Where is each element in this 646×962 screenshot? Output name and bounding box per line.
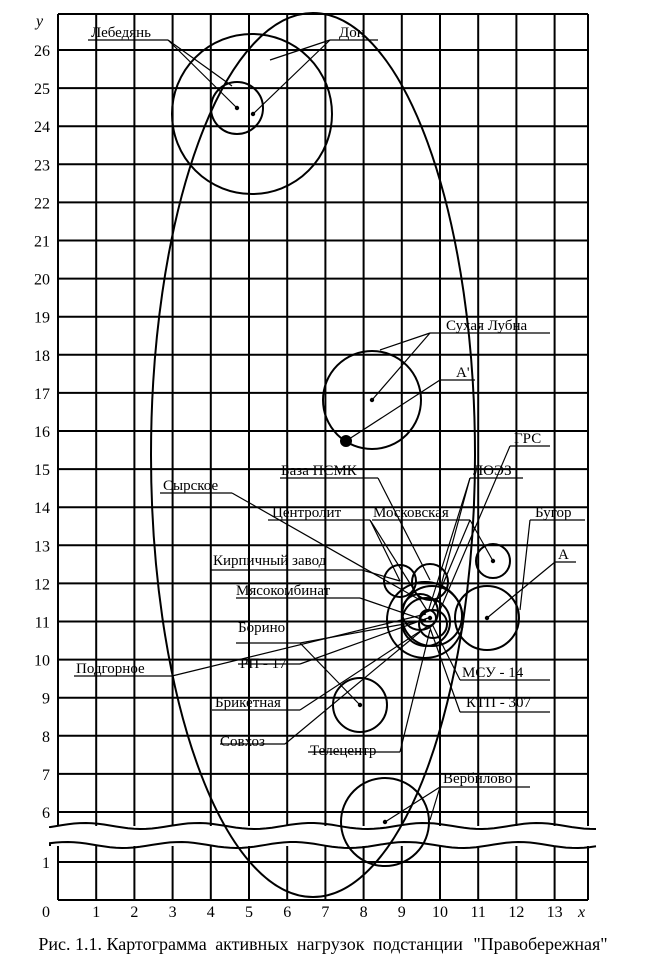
- label-baza-psmk: База ПСМК: [281, 463, 357, 479]
- leader-line: [385, 787, 440, 822]
- leader-line: [470, 520, 493, 561]
- y-tick-label: 6: [42, 805, 50, 822]
- leader-line: [370, 520, 428, 612]
- label-borino: Борино: [238, 620, 286, 636]
- circle-center-dot: [428, 616, 432, 620]
- leader-line: [520, 520, 530, 610]
- label-sukhaya-lubna: Сухая Лубна: [446, 318, 528, 334]
- label-looz: ЛОЭЗ: [473, 463, 512, 479]
- y-tick-label: 8: [42, 728, 50, 746]
- x-tick-label: 13: [546, 904, 563, 921]
- label-grs: ГРС: [514, 431, 542, 447]
- label-kirpichny: Кирпичный завод: [213, 553, 327, 569]
- y-tick-label: 25: [34, 81, 50, 99]
- y-axis-label: y: [36, 13, 44, 30]
- label-ktp307: КТП - 307: [466, 695, 531, 711]
- x-axis-label: x: [578, 904, 586, 921]
- label-a: А: [558, 547, 569, 563]
- label-a-prime: А': [456, 365, 470, 381]
- caption-prefix: Рис. 1.1.: [38, 934, 103, 954]
- leader-line: [253, 40, 330, 114]
- label-bugor: Бугор: [535, 505, 572, 521]
- label-sovkhoz: Совхоз: [220, 734, 265, 750]
- y-tick-label: 16: [34, 424, 50, 441]
- caption-word: подстанции: [372, 934, 463, 954]
- x-tick-label: 12: [508, 904, 525, 921]
- y-tick-label: 10: [34, 652, 50, 670]
- label-rp17: РП - 17: [240, 656, 287, 672]
- x-tick-label: 6: [283, 904, 292, 921]
- y-tick-label: 7: [42, 766, 50, 784]
- x-tick-label: 2: [130, 904, 139, 921]
- x-tick-label: 7: [321, 904, 330, 921]
- leader-line: [400, 630, 430, 752]
- leader-line: [362, 570, 400, 581]
- y-tick-label: 14: [34, 500, 50, 518]
- label-msu14: МСУ - 14: [462, 665, 524, 681]
- label-briketnaya: Брикетная: [215, 695, 281, 711]
- y-tick-label: 12: [34, 576, 50, 594]
- x-tick-label: 10: [432, 904, 448, 921]
- caption-word: Картограмма: [106, 934, 207, 954]
- leader-line: [487, 562, 555, 618]
- y-tick-label: 19: [34, 309, 50, 327]
- caption-word: нагрузок: [296, 934, 365, 954]
- label-centrolit: Центролит: [272, 505, 342, 521]
- label-lebedyan: Лебедянь: [91, 25, 152, 41]
- y-tick-label: 18: [34, 347, 50, 365]
- y-tick-label: 15: [34, 462, 50, 480]
- y-tick-label: 20: [34, 271, 50, 289]
- x-tick-label: 11: [470, 904, 486, 921]
- label-don: Дон: [339, 25, 365, 41]
- x-tick-label: 1: [92, 904, 101, 921]
- figure-caption: [0, 934, 646, 955]
- y-tick-label: 1: [42, 855, 50, 872]
- caption-title: "Правобережная": [473, 934, 608, 954]
- x-tick-label: 5: [245, 904, 253, 921]
- leader-line: [370, 520, 400, 581]
- y-tick-label: 9: [42, 690, 50, 708]
- coordinate-grid: [58, 14, 588, 900]
- y-tick-label: 26: [34, 43, 50, 60]
- leader-line: [436, 478, 470, 604]
- label-myasokombinat: Мясокомбинат: [236, 583, 331, 599]
- y-tick-label: 21: [34, 233, 50, 251]
- label-syrskoe: Сырское: [163, 478, 219, 494]
- label-podgornoe: Подгорное: [76, 661, 145, 677]
- x-tick-label: 8: [359, 904, 368, 921]
- load-center-ellipse: [151, 13, 475, 897]
- x-tick-label: 4: [206, 904, 215, 921]
- load-center-ellipse-outline: [151, 13, 475, 897]
- y-tick-label: 23: [34, 157, 50, 175]
- label-moskovskaya: Московская: [373, 505, 449, 521]
- label-verbilovo: Вербилово: [443, 771, 513, 787]
- x-tick-label: 9: [397, 904, 406, 921]
- label-telecentr: Телецентр: [310, 743, 377, 759]
- origin-label: 0: [42, 904, 50, 921]
- y-tick-label: 22: [34, 195, 50, 213]
- y-tick-label: 24: [34, 119, 50, 137]
- axis-break: [50, 823, 596, 848]
- y-tick-label: 13: [34, 538, 50, 556]
- leader-line: [300, 643, 360, 705]
- leader-line: [168, 40, 232, 86]
- y-tick-label: 11: [34, 614, 50, 632]
- y-tick-label: 17: [34, 385, 50, 403]
- caption-word: активных: [215, 934, 289, 954]
- x-tick-label: 3: [168, 904, 177, 921]
